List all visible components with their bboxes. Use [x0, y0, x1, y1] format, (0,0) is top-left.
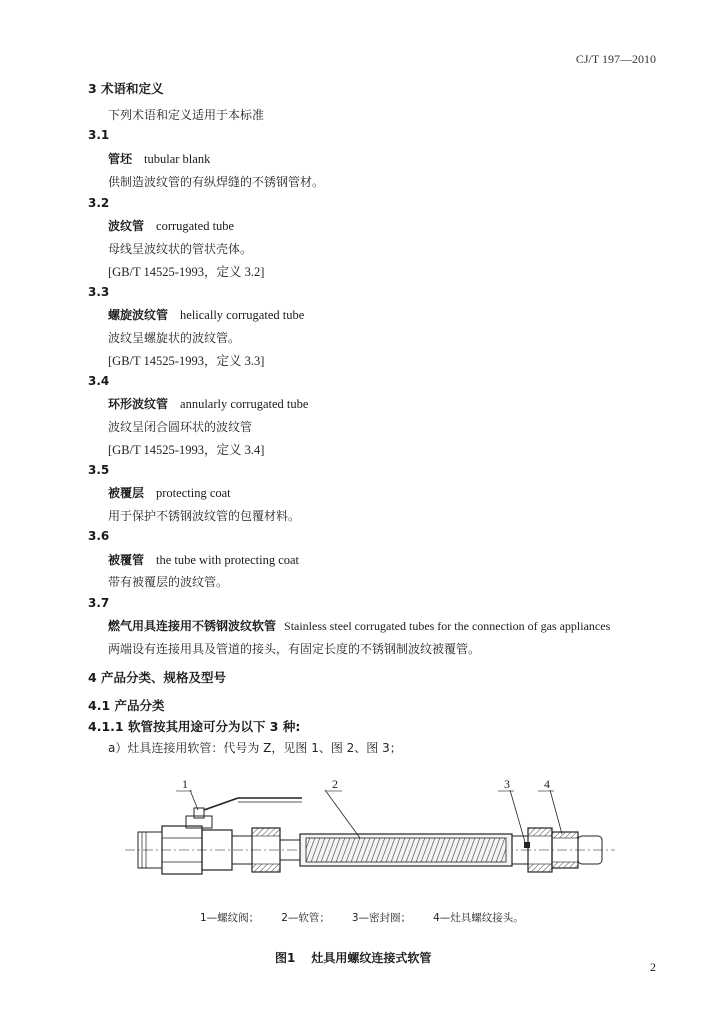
term-cn: 环形波纹管: [108, 397, 169, 411]
figure-legend: [200, 910, 546, 925]
leader-line: [325, 790, 360, 838]
figure-caption: [275, 949, 431, 966]
term-number: 3.6: [88, 529, 110, 543]
term-definition: 带有被覆层的波纹管。: [108, 575, 229, 589]
page-number: 2: [650, 960, 656, 974]
section-3-intro: 下列术语和定义适用于本标准: [108, 108, 265, 122]
term-title: [108, 617, 610, 634]
term-cn: 被覆层: [108, 486, 145, 500]
term-cn: 燃气用具连接用不锈钢波纹软管: [108, 619, 277, 633]
callout-4: 4: [544, 777, 550, 791]
section-3-heading: 3 术语和定义: [88, 81, 164, 96]
term-cn: 螺旋波纹管: [108, 308, 169, 322]
term-title: [108, 484, 231, 501]
term-title: [108, 217, 234, 234]
term-number: 3.1: [88, 128, 110, 142]
term-cn: 波纹管: [108, 219, 145, 233]
list-item-a: a）灶具连接用软管：代号为 Z，见图 1、图 2、图 3；: [108, 741, 402, 755]
term-title: [108, 551, 299, 568]
figure-1-drawing: [120, 768, 620, 898]
term-number: 3.2: [88, 196, 110, 210]
term-definition: 波纹呈闭合圆环状的波纹管: [108, 420, 253, 434]
section-4-1-heading: 4.1 产品分类: [88, 698, 165, 713]
term-en: Stainless steel corrugated tubes for the connection of gas appliances: [284, 619, 611, 633]
term-en: protecting coat: [156, 486, 231, 500]
caption-title: 灶具用螺纹连接式软管: [311, 951, 432, 965]
term-en: corrugated tube: [156, 219, 235, 233]
term-reference: [GB/T 14525-1993，定义 3.3]: [108, 354, 265, 368]
term-reference: [GB/T 14525-1993，定义 3.4]: [108, 443, 265, 457]
term-en: helically corrugated tube: [180, 308, 305, 322]
term-en: tubular blank: [144, 152, 211, 166]
term-title: [108, 395, 308, 412]
document-code: CJ/T 197—2010: [575, 52, 656, 66]
legend-item: 2—软管；: [281, 912, 330, 924]
corrugated-hose: [300, 834, 512, 866]
term-en: the tube with protecting coat: [156, 553, 300, 567]
term-reference: [GB/T 14525-1993，定义 3.2]: [108, 265, 265, 279]
term-number: 3.4: [88, 374, 110, 388]
section-4-1-1-heading: 4.1.1 软管按其用途可分为以下 3 种:: [88, 719, 301, 734]
term-number: 3.7: [88, 596, 110, 610]
term-en: annularly corrugated tube: [180, 397, 309, 411]
term-definition: 波纹呈螺旋状的波纹管。: [108, 331, 241, 345]
legend-item: 4—灶具螺纹接头。: [433, 912, 524, 924]
section-4-heading: 4 产品分类、规格及型号: [88, 670, 227, 685]
term-number: 3.3: [88, 285, 110, 299]
caption-label: 图1: [275, 951, 296, 965]
term-definition: 母线呈波纹状的管状壳体。: [108, 242, 253, 256]
term-cn: 管坯: [108, 152, 133, 166]
seal-ring: [524, 842, 530, 848]
term-definition: 供制造波纹管的有纵焊缝的不锈钢管材。: [108, 175, 325, 189]
term-definition: 两端设有连接用具及管道的接头，有固定长度的不锈钢制波纹被覆管。: [108, 642, 481, 656]
leader-line: [190, 790, 198, 810]
term-title: [108, 306, 304, 323]
term-title: [108, 150, 210, 167]
callout-3: 3: [504, 777, 510, 791]
legend-item: 3—密封圈；: [351, 912, 412, 924]
term-cn: 被覆管: [108, 553, 145, 567]
callout-2: 2: [332, 777, 338, 791]
legend-item: 1—螺纹阀；: [200, 912, 260, 924]
term-number: 3.5: [88, 463, 110, 477]
callout-1: 1: [182, 777, 188, 791]
term-definition: 用于保护不锈钢波纹管的包覆材料。: [108, 509, 301, 523]
